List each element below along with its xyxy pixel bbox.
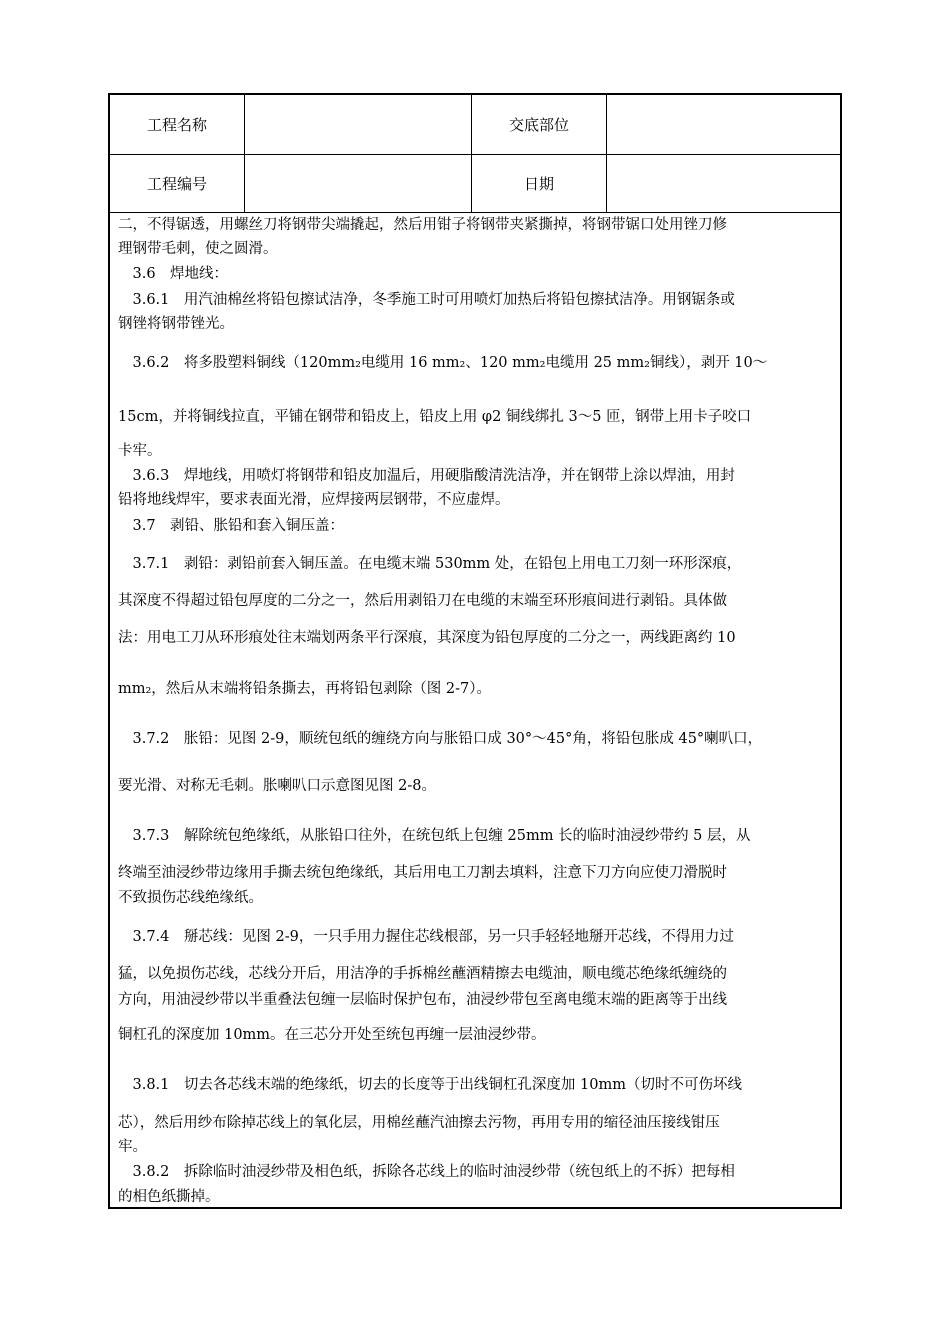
- body-line: 理钢带毛刺，使之圆滑。: [118, 241, 278, 257]
- body-line: 3.7 剥铅、胀铅和套入铜压盖：: [118, 518, 345, 534]
- document-frame: [108, 93, 842, 1209]
- body-line: 3.7.3 解除统包绝缘纸，从胀铅口往外，在统包纸上包缠 25mm 长的临时油浸纱带约 5 层，从: [118, 828, 751, 844]
- body-line: 终端至油浸纱带边缘用手撕去统包绝缘纸，其后用电工刀割去填料，注意下刀方向应使刀滑脱时: [118, 865, 727, 881]
- body-line: 铅将地线焊牢，要求表面光滑，应焊接两层钢带，不应虚焊。: [118, 492, 510, 508]
- body-line: mm₂，然后从末端将铅条撕去，再将铅包剥除（图 2-7）。: [118, 681, 492, 697]
- body-line: 二，不得锯透，用螺丝刀将钢带尖端撬起，然后用钳子将钢带夹紧撕掉，将钢带锯口处用锉刀修: [118, 217, 727, 233]
- date-label: 日期: [472, 155, 607, 212]
- body-line: 铜杠孔的深度加 10mm。在三芯分开处至统包再缠一层油浸纱带。: [118, 1027, 546, 1043]
- body-line: 不致损伤芯线绝缘纸。: [118, 890, 263, 906]
- body-line: 猛，以免损伤芯线，芯线分开后，用洁净的手拆棉丝蘸酒精擦去电缆油，顺电缆芯绝缘纸缠绕的: [118, 966, 727, 982]
- header-row-1: [110, 95, 840, 155]
- body-line: 3.6 焊地线：: [118, 266, 229, 282]
- body-line: 要光滑、对称无毛刺。胀喇叭口示意图见图 2-8。: [118, 778, 436, 794]
- body-line: 3.7.1 剥铅：剥铅前套入铜压盖。在电缆末端 530mm 处，在铅包上用电工刀刻一环形深痕，: [118, 556, 742, 572]
- project-number-label: 工程编号: [110, 155, 245, 212]
- body-line: 法：用电工刀从环形痕处往末端划两条平行深痕，其深度为铅包厚度的二分之一，两线距离约 10: [118, 630, 736, 646]
- disclosure-body: [110, 213, 840, 1207]
- body-line: 3.6.3 焊地线，用喷灯将钢带和铅皮加温后，用硬脂酸清洗洁净，并在钢带上涂以焊油，用封: [118, 468, 735, 484]
- body-line: 牢。: [118, 1139, 147, 1155]
- project-name-value[interactable]: [245, 95, 472, 154]
- body-line: 3.6.1 用汽油棉丝将铅包擦试洁净，冬季施工时可用喷灯加热后将铅包擦拭洁净。用钢锯条或: [118, 292, 735, 308]
- header-row-2: [110, 155, 840, 213]
- body-line: 15cm，并将铜线拉直，平铺在钢带和铅皮上，铅皮上用 φ2 铜线绑扎 3～5 匝，钢带上用卡子咬口: [118, 409, 752, 425]
- project-number-value[interactable]: [245, 155, 472, 212]
- body-line: 的相色纸撕掉。: [118, 1189, 220, 1205]
- body-line: 3.7.2 胀铅：见图 2-9，顺统包纸的缠绕方向与胀铅口成 30°～45°角，将铅包胀成 45°喇叭口，: [118, 731, 763, 747]
- disclosure-part-label: 交底部位: [472, 95, 607, 154]
- body-line: 钢锉将钢带锉光。: [118, 316, 234, 332]
- project-name-label: 工程名称: [110, 95, 245, 154]
- body-line: 3.8.1 切去各芯线末端的绝缘纸，切去的长度等于出线铜杠孔深度加 10mm（切时不可伤坏线: [118, 1077, 742, 1093]
- body-line: 3.6.2 将多股塑料铜线（120mm₂电缆用 16 mm₂、120 mm₂电缆用 25 mm₂铜线），剥开 10～: [118, 355, 768, 371]
- body-line: 其深度不得超过铅包厚度的二分之一，然后用剥铅刀在电缆的末端至环形痕间进行剥铅。具体做: [118, 593, 727, 609]
- body-line: 3.8.2 拆除临时油浸纱带及相色纸，拆除各芯线上的临时油浸纱带（统包纸上的不拆）把每相: [118, 1164, 735, 1180]
- disclosure-part-value[interactable]: [607, 95, 840, 154]
- body-line: 卡牢。: [118, 443, 162, 459]
- body-line: 方向，用油浸纱带以半重叠法包缠一层临时保护包布，油浸纱带包至离电缆末端的距离等于出线: [118, 992, 727, 1008]
- body-line: 3.7.4 掰芯线：见图 2-9，一只手用力握住芯线根部，另一只手轻轻地掰开芯线，不得用力过: [118, 929, 734, 945]
- body-line: 芯），然后用纱布除掉芯线上的氧化层，用棉丝蘸汽油擦去污物，再用专用的缩径油压接线钳压: [118, 1115, 720, 1131]
- date-value[interactable]: [607, 155, 840, 212]
